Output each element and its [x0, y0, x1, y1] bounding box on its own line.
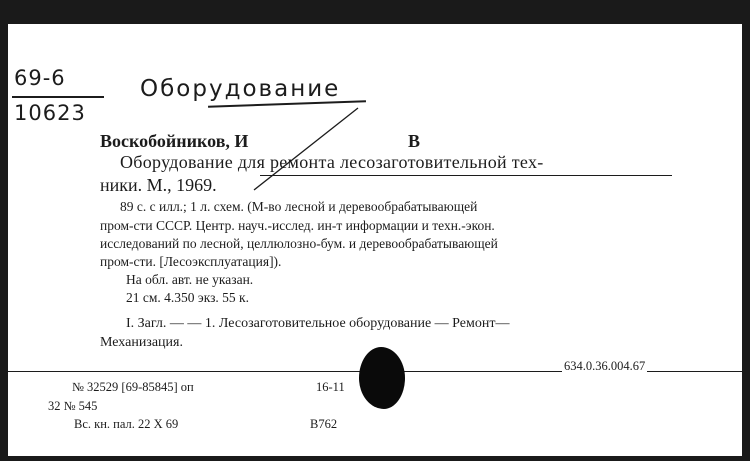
classification-number: 634.0.36.004.67: [564, 359, 646, 373]
author-name: Воскобойников, И: [100, 131, 249, 151]
shelfmark-top: 69-6: [14, 66, 66, 90]
footer-line-1b: 16-11: [316, 380, 345, 394]
title-line-1: Оборудование для ремонта лесозаготовительной тех-: [120, 152, 544, 172]
footer-line-2: 32 № 545: [48, 399, 98, 413]
shelfmark-bottom: 10623: [14, 101, 86, 125]
description-line-1: 89 с. с илл.; 1 л. схем. (М-во лесной и деревообрабатывающей: [120, 199, 478, 214]
title-line-2: ники. М., 1969.: [100, 175, 217, 195]
description-line-4: пром-сти. [Лесоэксплуатация]).: [100, 254, 282, 269]
ink-blot: [359, 347, 405, 409]
note-format: 21 см. 4.350 экз. 55 к.: [126, 290, 249, 305]
description-line-3: исследований по лесной, целлюлозно-бум. и деревообрабатывающей: [100, 236, 498, 251]
tracing-line-1: I. Загл. — — 1. Лесозаготовительное оборудование — Ремонт—: [126, 316, 510, 331]
note-author: На обл. авт. не указан.: [126, 272, 254, 287]
handwritten-title: Оборудование: [140, 76, 341, 102]
footer-line-3a: Вс. кн. пал. 22 X 69: [74, 417, 179, 431]
tracing-line-2: Механизация.: [100, 335, 183, 350]
author-initial: В: [408, 131, 421, 151]
catalog-card: [8, 24, 742, 456]
footer-line-3b: В762: [310, 417, 338, 431]
title-underline: [260, 175, 672, 176]
description-line-2: пром-сти СССР. Центр. науч.-исслед. ин-т информации и техн.-экон.: [100, 218, 495, 233]
footer-line-1a: № 32529 [69-85845] оп: [72, 380, 194, 394]
